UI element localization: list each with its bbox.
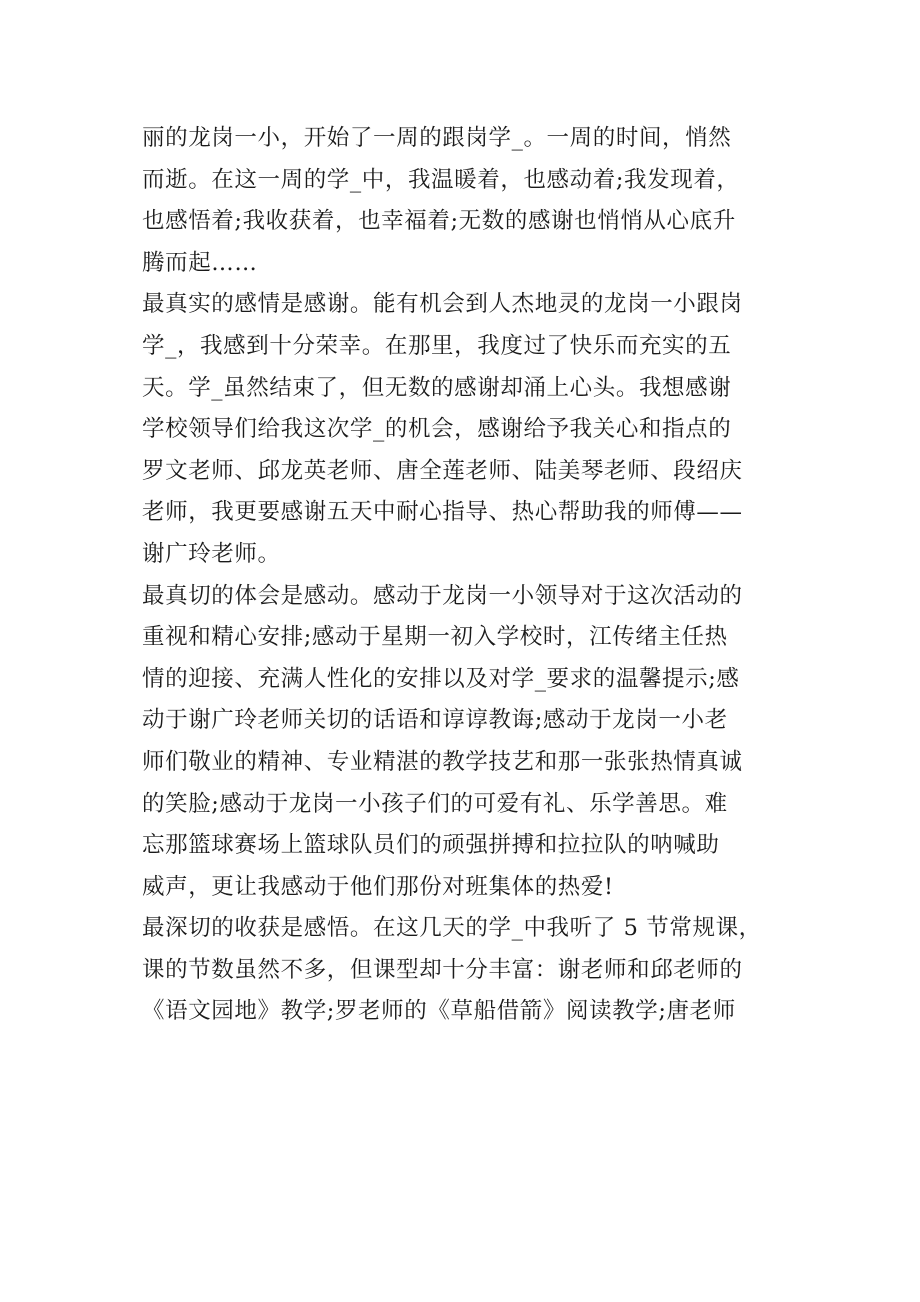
text-line: 学_，我感到十分荣幸。在那里，我度过了快乐而充实的五 [142,332,732,359]
text-line: 学校领导们给我这次学_的机会，感谢给予我关心和指点的 [142,416,732,443]
text-line: 天。学_虽然结束了，但无数的感谢却涌上心头。我想感谢 [142,374,732,401]
text-line: 谢广玲老师。 [142,540,281,567]
text-line: 《语文园地》教学;罗老师的《草船借箭》阅读教学;唐老师 [142,998,736,1025]
text-line: 动于谢广玲老师关切的话语和谆谆教诲;感动于龙岗一小老 [142,707,728,734]
text-line: 威声，更让我感动于他们那份对班集体的热爱! [142,873,614,900]
text-line: 最真实的感情是感谢。能有机会到人杰地灵的龙岗一小跟岗 [142,291,743,318]
text-line: 丽的龙岗一小，开始了一周的跟岗学_。一周的时间，悄然 [142,125,732,151]
text-line: 罗文老师、邱龙英老师、唐全莲老师、陆美琴老师、段绍庆 [142,457,743,484]
text-line: 师们敬业的精神、专业精湛的教学技艺和那一张张热情真诚 [142,748,743,775]
text-line: 而逝。在这一周的学_中，我温暖着，也感动着;我发现着， [142,166,740,193]
body-text [142,118,807,1033]
text-line: 老师，我更要感谢五天中耐心指导、热心帮助我的师傅—— [142,499,743,526]
text-line: 最真切的体会是感动。感动于龙岗一小领导对于这次活动的 [142,582,743,609]
text-line: 课的节数虽然不多，但课型却十分丰富：谢老师和邱老师的 [142,956,743,983]
text-line: 也感悟着;我收获着，也幸福着;无数的感谢也悄悄从心底升 [142,208,736,235]
text-line: 重视和精心安排;感动于星期一初入学校时，江传绪主任热 [142,624,728,651]
text-line: 情的迎接、充满人性化的安排以及对学_要求的温馨提示;感 [142,665,740,692]
text-line: 忘那篮球赛场上篮球队员们的顽强拼搏和拉拉队的呐喊助 [142,832,720,859]
text-line: 腾而起…… [142,249,258,276]
text-line: 的笑脸;感动于龙岗一小孩子们的可爱有礼、乐学善思。难 [142,790,728,817]
text-line: 最深切的收获是感悟。在这几天的学_中我听了 5 节常规课， [142,915,762,942]
